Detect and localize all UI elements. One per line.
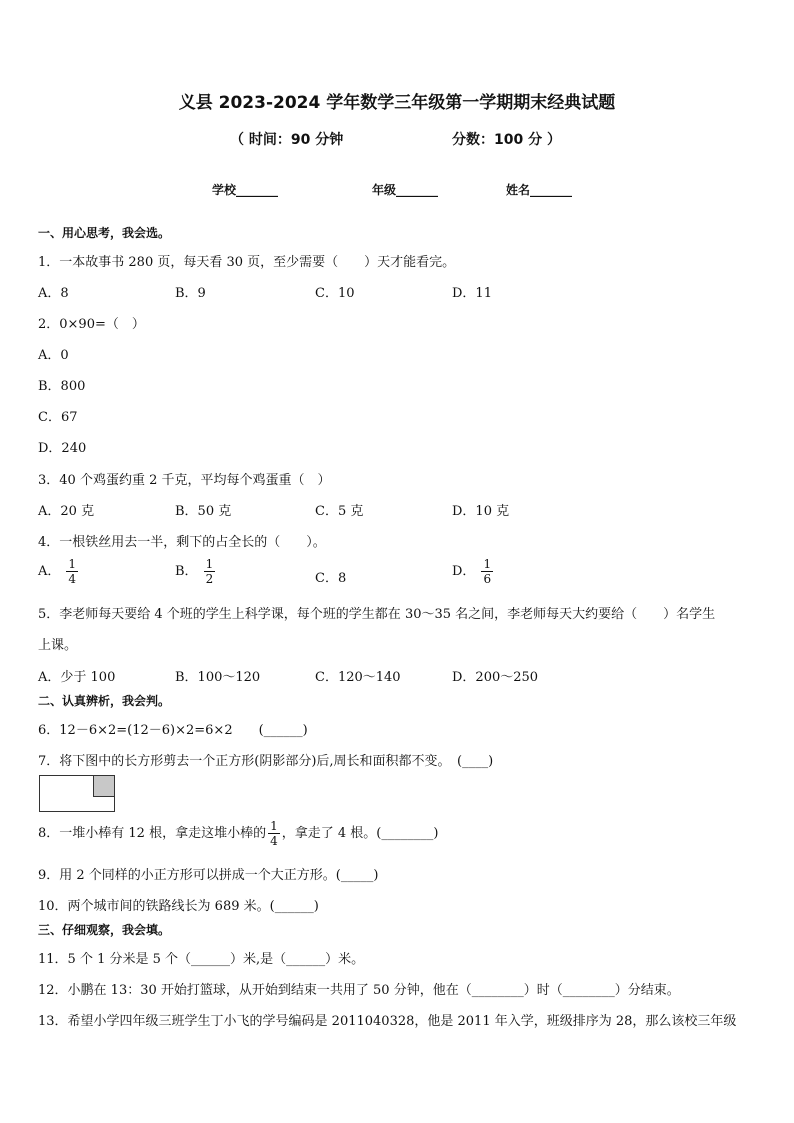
fraction	[481, 557, 493, 586]
option-1a: A．8	[38, 286, 69, 301]
question-text: ，拿走了 4 根。(________)	[281, 826, 439, 841]
section-heading: 二、认真辨析，我会判。	[38, 694, 171, 708]
denominator: 4	[270, 834, 278, 848]
question-5-continued: 上课。	[38, 638, 78, 653]
page-title: 义县 2023-2024 学年数学三年级第一学期期末经典试题	[178, 93, 616, 113]
question-5: 5．李老师每天要给 4 个班的学生上科学课，每个班的学生都在 30～35 名之间，李老师每天大约要给（ ）名学生	[38, 607, 716, 622]
fraction	[204, 557, 216, 586]
exam-score: 分数：100 分 ）	[452, 132, 561, 148]
exam-time: （ 时间：90 分钟	[230, 132, 344, 148]
question-11: 11．5 个 1 分米是 5 个（______）米,是（______）米。	[38, 952, 365, 967]
option-5d: D．200～250	[452, 670, 539, 685]
shaded-square	[93, 776, 114, 797]
question-3: 3．40 个鸡蛋约重 2 千克，平均每个鸡蛋重（ ）	[38, 473, 331, 488]
option-3c: C．5 克	[315, 504, 364, 519]
question-7: 7．将下图中的长方形剪去一个正方形(阴影部分)后,周长和面积都不变。 (____)	[38, 754, 494, 769]
school-field: 学校_______	[212, 183, 279, 197]
option-5c: C．120～140	[315, 670, 401, 685]
question-10: 10．两个城市间的铁路线长为 689 米。(______)	[38, 899, 319, 914]
option-1d: D．11	[452, 286, 492, 301]
question-4: 4．一根铁丝用去一半，剩下的占全长的（ ）。	[38, 535, 326, 550]
name-field: 姓名_______	[506, 183, 573, 197]
rectangle-figure	[39, 775, 115, 812]
option-3a: A．20 克	[38, 504, 95, 519]
numerator: 1	[270, 819, 278, 833]
option-2b: B．800	[38, 379, 86, 394]
denominator: 6	[483, 572, 492, 586]
numerator: 1	[483, 557, 492, 571]
option-4d	[452, 557, 493, 586]
option-label: D．	[452, 564, 476, 579]
option-5b: B．100～120	[175, 670, 261, 685]
option-3b: B．50 克	[175, 504, 232, 519]
question-12: 12．小鹏在 13：30 开始打篮球，从开始到结束一共用了 50 分钟，他在（________）时（________）分结束。	[38, 983, 680, 998]
option-1c: C．10	[315, 286, 355, 301]
option-label: A．	[38, 564, 61, 579]
question-6: 6．12－6×2=(12－6)×2=6×2 (______)	[38, 723, 308, 738]
section-heading: 一、用心思考，我会选。	[38, 226, 171, 240]
question-text: 8．一堆小棒有 12 根，拿走这堆小棒的	[38, 826, 267, 841]
numerator: 1	[205, 557, 214, 571]
option-2c: C．67	[38, 410, 78, 425]
option-4b	[175, 557, 215, 586]
question-13: 13．希望小学四年级三班学生丁小飞的学号编码是 2011040328，他是 2011 年入学，班级排序为 28，那么该校三年级	[38, 1014, 737, 1029]
question-1: 1．一本故事书 280 页，每天看 30 页，至少需要（ ）天才能看完。	[38, 255, 456, 270]
option-4a	[38, 557, 78, 586]
question-8	[38, 819, 438, 848]
option-5a: A．少于 100	[38, 670, 116, 685]
option-2a: A．0	[38, 348, 69, 363]
numerator: 1	[68, 557, 77, 571]
denominator: 4	[68, 572, 77, 586]
fraction	[66, 557, 78, 586]
option-2d: D．240	[38, 441, 87, 456]
fraction	[268, 819, 280, 848]
question-2: 2．0×90=（ ）	[38, 317, 145, 332]
option-1b: B．9	[175, 286, 206, 301]
question-9: 9．用 2 个同样的小正方形可以拼成一个大正方形。(_____)	[38, 868, 379, 883]
grade-field: 年级_______	[372, 183, 439, 197]
option-4c: C．8	[315, 571, 347, 586]
denominator: 2	[205, 572, 214, 586]
option-label: B．	[175, 564, 198, 579]
option-3d: D．10 克	[452, 504, 510, 519]
section-heading: 三、仔细观察，我会填。	[38, 923, 171, 937]
